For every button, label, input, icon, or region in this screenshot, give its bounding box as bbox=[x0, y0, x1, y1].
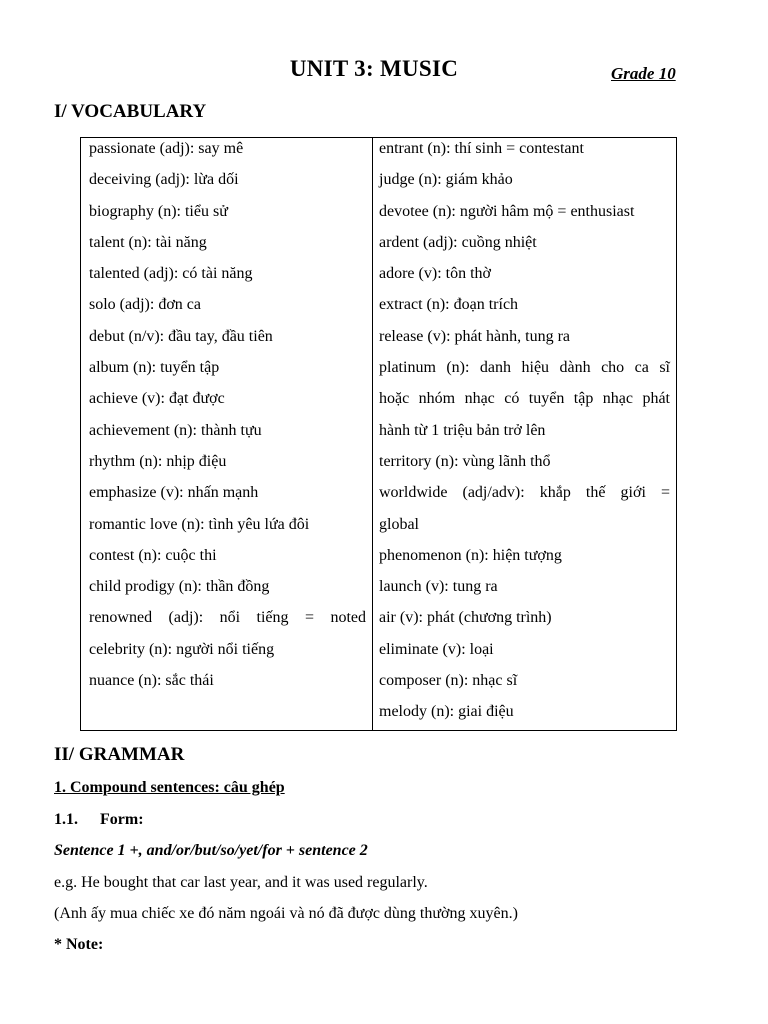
vocabulary-entry: deceiving (adj): lừa dối bbox=[89, 171, 239, 189]
vocabulary-column-right bbox=[373, 138, 676, 730]
compound-sentences-heading: 1. Compound sentences: câu ghép bbox=[54, 779, 285, 796]
vocabulary-heading: I/ VOCABULARY bbox=[54, 101, 207, 122]
vocabulary-entry: hoặc nhóm nhạc có tuyển tập nhạc phát bbox=[379, 390, 670, 408]
vocabulary-entry: extract (n): đoạn trích bbox=[379, 296, 519, 314]
vocabulary-entry: biography (n): tiểu sử bbox=[89, 202, 228, 220]
vocabulary-entry: ardent (adj): cuồng nhiệt bbox=[379, 233, 537, 251]
vocabulary-entry: album (n): tuyển tập bbox=[89, 359, 220, 377]
note-label: * Note: bbox=[54, 936, 104, 953]
example-sentence: e.g. He bought that car last year, and it was used regularly. bbox=[54, 874, 428, 891]
vocabulary-entry: renowned (adj): nổi tiếng = noted bbox=[89, 609, 366, 627]
vocabulary-entry: devotee (n): người hâm mộ = enthusiast bbox=[379, 202, 635, 220]
vocabulary-entry: contest (n): cuộc thi bbox=[89, 546, 217, 564]
vocabulary-entry: composer (n): nhạc sĩ bbox=[379, 672, 518, 690]
vocabulary-entry: debut (n/v): đầu tay, đầu tiên bbox=[89, 327, 273, 345]
unit-title: UNIT 3: MUSIC bbox=[289, 56, 459, 81]
vocabulary-entry: worldwide (adj/adv): khắp thế giới = bbox=[379, 484, 670, 502]
vocabulary-entry: hành từ 1 triệu bản trở lên bbox=[379, 421, 546, 439]
vocabulary-entry: achieve (v): đạt được bbox=[89, 390, 225, 408]
vocabulary-entry: territory (n): vùng lãnh thổ bbox=[379, 452, 551, 470]
form-number: 1.1. bbox=[54, 811, 78, 828]
vocabulary-entry: celebrity (n): người nổi tiếng bbox=[89, 640, 275, 658]
vocabulary-entry: emphasize (v): nhấn mạnh bbox=[89, 484, 259, 502]
vocabulary-entry: release (v): phát hành, tung ra bbox=[379, 327, 571, 345]
vocabulary-table bbox=[80, 137, 677, 731]
vocabulary-entry: achievement (n): thành tựu bbox=[89, 421, 262, 439]
grammar-heading: II/ GRAMMAR bbox=[54, 744, 185, 765]
vocabulary-entry: passionate (adj): say mê bbox=[89, 140, 244, 157]
vocabulary-entry: talent (n): tài năng bbox=[89, 233, 207, 251]
vocabulary-entry: child prodigy (n): thần đồng bbox=[89, 578, 270, 596]
formula-line: Sentence 1 +, and/or/but/so/yet/for + sentence 2 bbox=[54, 842, 368, 859]
vocabulary-entry: eliminate (v): loại bbox=[379, 640, 494, 658]
form-subheading bbox=[54, 811, 144, 829]
vocabulary-column-left bbox=[81, 138, 373, 730]
vocabulary-entry: nuance (n): sắc thái bbox=[89, 672, 214, 690]
grade-label: Grade 10 bbox=[611, 64, 676, 83]
vocabulary-entry: launch (v): tung ra bbox=[379, 578, 498, 596]
vocabulary-entry: romantic love (n): tình yêu lứa đôi bbox=[89, 515, 310, 533]
vocabulary-entry: judge (n): giám khảo bbox=[379, 171, 513, 189]
vocabulary-entry: phenomenon (n): hiện tượng bbox=[379, 546, 562, 564]
vocabulary-entry: melody (n): giai điệu bbox=[379, 703, 514, 721]
example-translation: (Anh ấy mua chiếc xe đó năm ngoái và nó đã được dùng thường xuyên.) bbox=[54, 905, 518, 922]
form-label: Form: bbox=[100, 811, 144, 828]
vocabulary-entry: solo (adj): đơn ca bbox=[89, 296, 201, 314]
vocabulary-entry: entrant (n): thí sinh = contestant bbox=[379, 140, 584, 157]
vocabulary-entry: air (v): phát (chương trình) bbox=[379, 609, 552, 627]
vocabulary-entry: platinum (n): danh hiệu dành cho ca sĩ bbox=[379, 359, 670, 377]
vocabulary-entry: global bbox=[379, 515, 419, 533]
vocabulary-entry: talented (adj): có tài năng bbox=[89, 265, 253, 283]
vocabulary-entry: adore (v): tôn thờ bbox=[379, 265, 491, 283]
vocabulary-entry: rhythm (n): nhịp điệu bbox=[89, 452, 227, 470]
